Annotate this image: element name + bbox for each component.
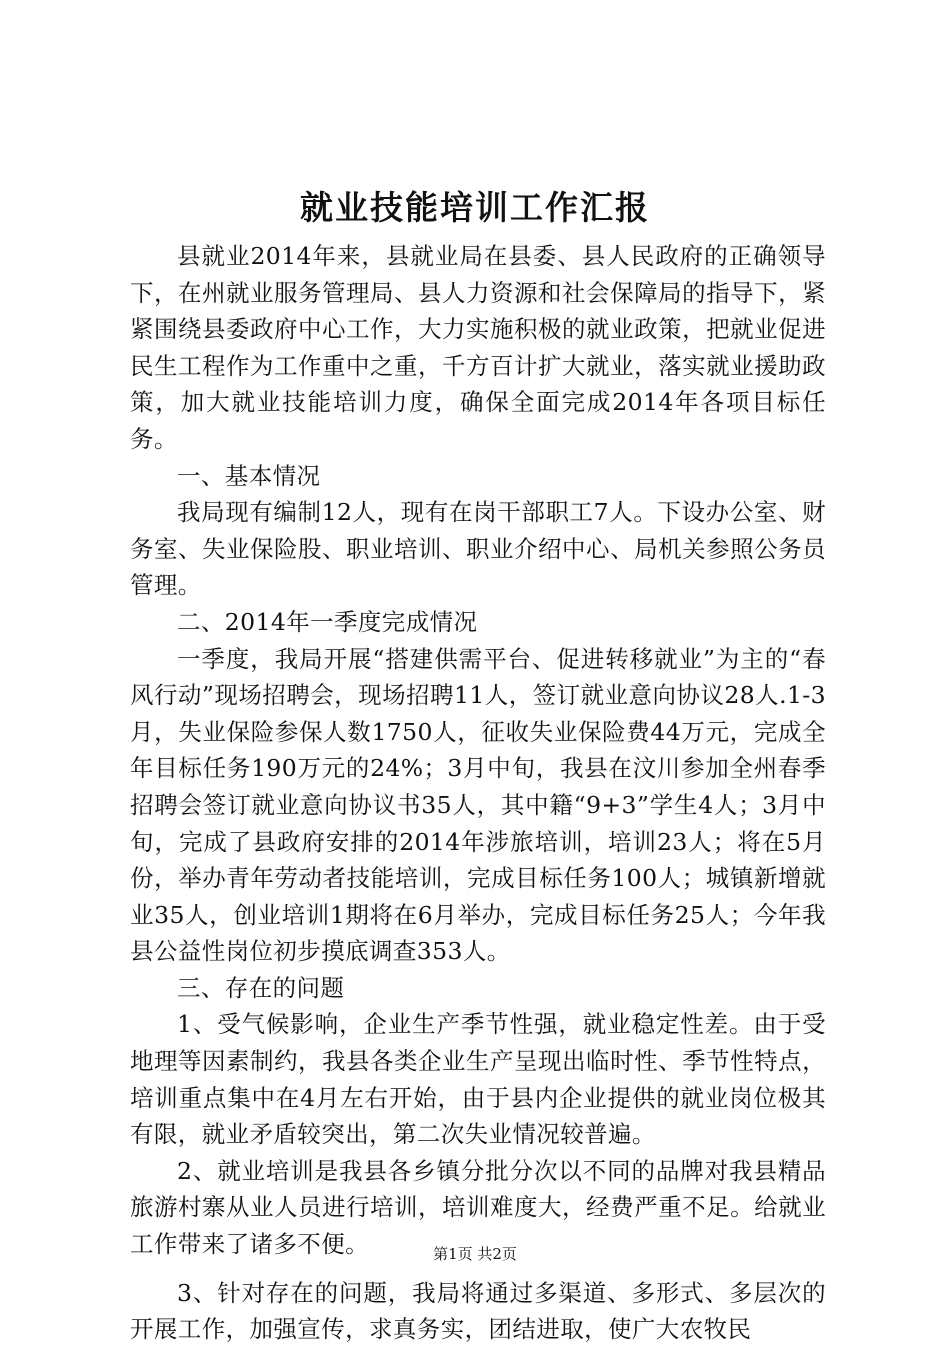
paragraph-problem-1: 1、受气候影响，企业生产季节性强，就业稳定性差。由于受地理等因素制约，我县各类企业生产呈现出临时性、季节性特点，培训重点集中在4月左右开始，由于县内企业提供的就业岗位极其有限，就业矛盾较突出，第二次失业情况较普遍。 (130, 1010, 826, 1149)
document-title: 就业技能培训工作汇报 (300, 188, 650, 227)
page-footer: 第1页 共2页 (433, 1245, 517, 1263)
section-heading-basic: 一、基本情况 (177, 461, 321, 490)
document-body (130, 238, 826, 1348)
section-heading-problems: 三、存在的问题 (177, 973, 345, 1002)
section-heading-q1: 二、2014年一季度完成情况 (177, 607, 478, 636)
paragraph-intro: 县就业2014年来，县就业局在县委、县人民政府的正确领导下，在州就业服务管理局、县人力资源和社会保障局的指导下，紧紧围绕县委政府中心工作，大力实施积极的就业政策，把就业促进民生工程作为工作重中之重，千方百计扩大就业，落实就业援助政策，加大就业技能培训力度，确保全面完成2014年各项目标任务。 (130, 242, 826, 453)
paragraph-q1-results: 一季度，我局开展“搭建供需平台、促进转移就业”为主的“春风行动”现场招聘会，现场招聘11人，签订就业意向协议28人.1-3月，失业保险参保人数1750人，征收失业保险费44万元，完成全年目标任务190万元的24%；3月中旬，我县在汶川参加全州春季招聘会签订就业意向协议书35人，其中籍“9+3”学生4人；3月中旬，完成了县政府安排的2014年涉旅培训，培训23人；将在5月份，举办青年劳动者技能培训，完成目标任务100人；城镇新增就业35人，创业培训1期将在6月举办，完成目标任务25人；今年我县公益性岗位初步摸底调查353人。 (130, 644, 826, 966)
paragraph-basic-situation: 我局现有编制12人，现有在岗干部职工7人。下设办公室、财务室、失业保险股、职业培训、职业介绍中心、局机关参照公务员管理。 (130, 498, 826, 600)
paragraph-problem-3: 3、针对存在的问题，我局将通过多渠道、多形式、多层次的开展工作，加强宣传，求真务实，团结进取，使广大农牧民 (130, 1278, 826, 1344)
paragraph-problem-2: 2、就业培训是我县各乡镇分批分次以不同的品牌对我县精品旅游村寨从业人员进行培训，培训难度大，经费严重不足。给就业工作带来了诸多不便。 (130, 1156, 826, 1259)
